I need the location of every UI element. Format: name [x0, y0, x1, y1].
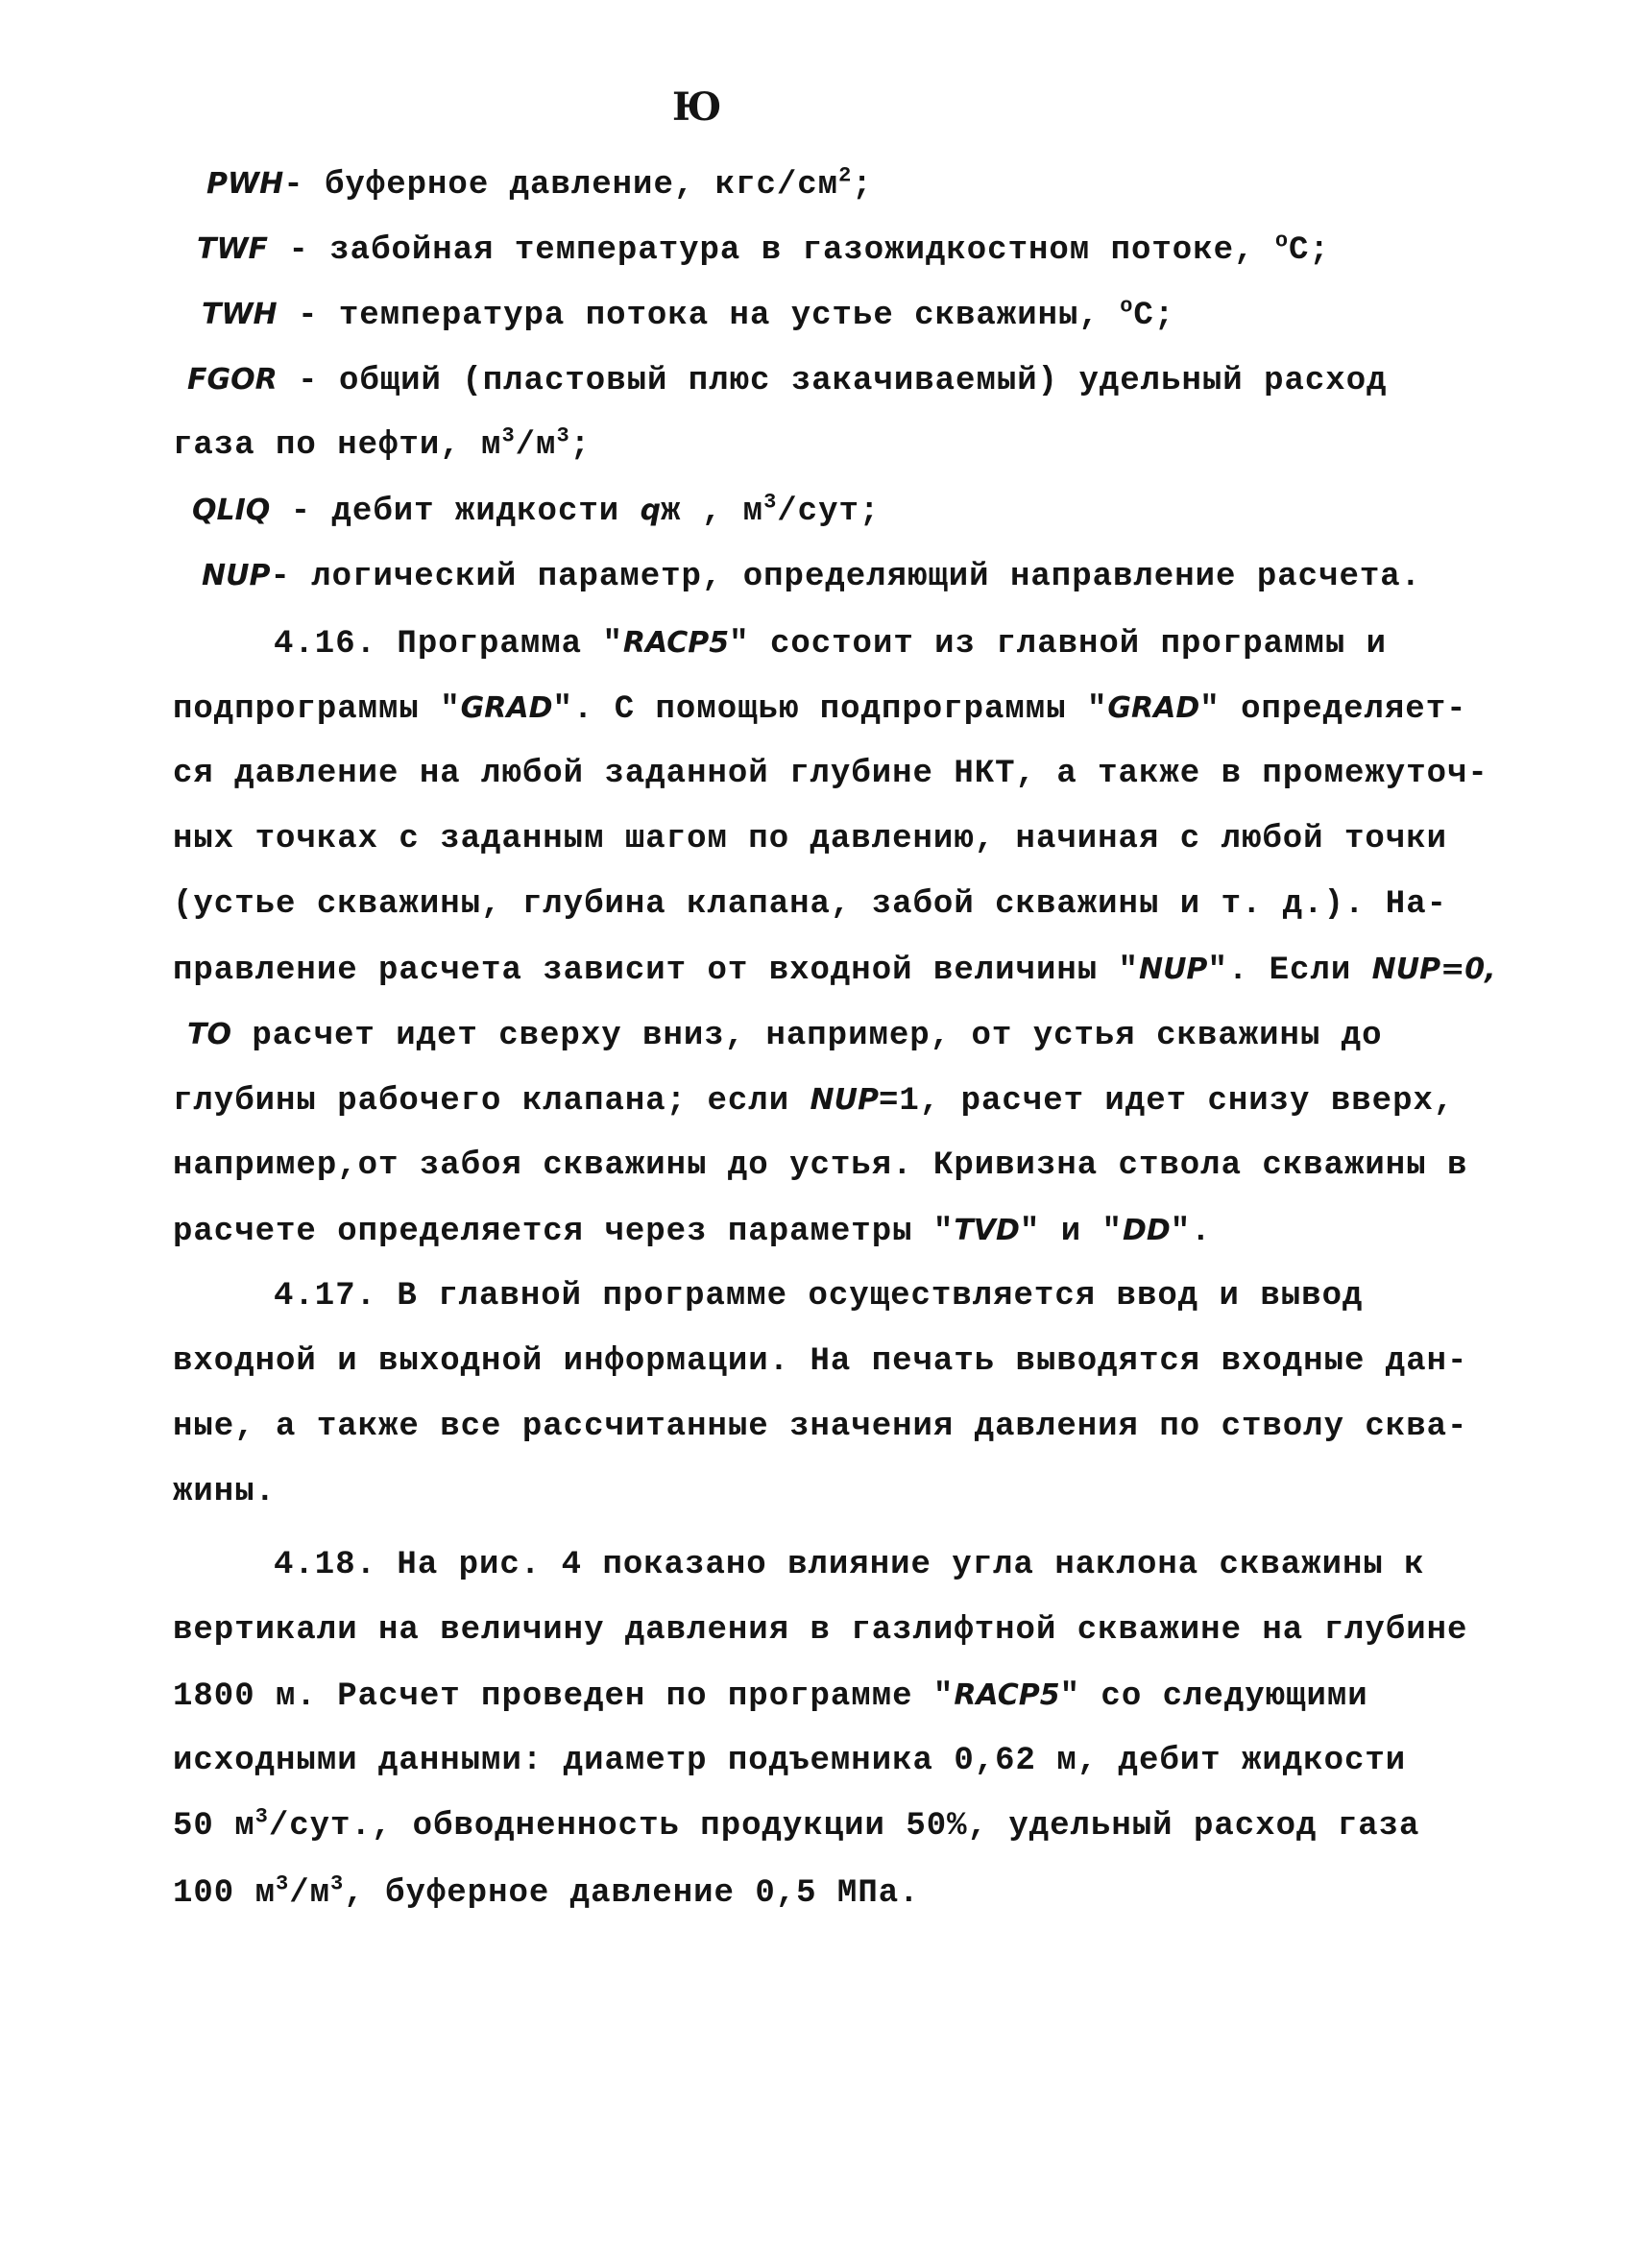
text-run: , буферное давление 0,5 МПа.: [344, 1875, 920, 1912]
handwritten-identifier: QLIQ: [192, 494, 271, 527]
handwritten-identifier: RACP5: [622, 626, 730, 660]
text-line: [173, 688, 1467, 731]
text-run: C;: [1289, 232, 1330, 269]
text-run: ".: [1170, 1214, 1212, 1250]
text-run: - общий (пластовый плюс закачиваемый) удельный расход: [277, 363, 1388, 399]
text-run: подпрограммы ": [173, 691, 461, 728]
superscript: 3: [556, 423, 570, 448]
superscript: 3: [254, 1804, 269, 1829]
text-line: [202, 294, 1174, 337]
text-run: 1800 м. Расчет проведен по программе ": [173, 1678, 955, 1715]
text-line: [173, 424, 591, 467]
text-run: /сут;: [777, 494, 881, 530]
superscript: 3: [276, 1871, 290, 1896]
text-run: ;: [569, 427, 592, 464]
text-line: [173, 1805, 1419, 1847]
text-line: [192, 490, 880, 533]
text-run: " определяет-: [1199, 691, 1467, 728]
handwritten-identifier: GRAD: [460, 691, 553, 725]
text-run: - логический параметр, определяющий направление расчета.: [270, 559, 1422, 595]
text-run: (устье скважины, глубина клапана, забой скважины и т. д.). На-: [173, 886, 1448, 923]
handwritten-identifier: DD: [1122, 1214, 1171, 1247]
text-line: [173, 883, 1447, 926]
handwritten-identifier: FGOR: [187, 363, 278, 397]
text-run: 4.17. В главной программе осуществляется ввод и вывод: [274, 1278, 1364, 1315]
handwritten-identifier: TO: [187, 1018, 231, 1051]
text-run: " состоит из главной программы и: [729, 626, 1388, 663]
handwritten-identifier: TVD: [954, 1214, 1020, 1247]
handwritten-identifier: GRAD: [1107, 691, 1200, 725]
handwritten-identifier: RACP5: [954, 1678, 1060, 1712]
text-line: [173, 1675, 1368, 1718]
text-run: /м: [515, 427, 557, 464]
text-run: расчет идет сверху вниз, например, от устья скважины до: [230, 1018, 1383, 1054]
text-line: [173, 1145, 1467, 1187]
superscript: o: [1274, 229, 1290, 253]
text-run: вертикали на величину давления в газлифтной скважине на глубине: [173, 1612, 1468, 1649]
text-line: [187, 359, 1388, 402]
text-line: [173, 1210, 1212, 1253]
superscript: 3: [763, 490, 778, 515]
text-run: 100 м: [173, 1875, 277, 1912]
superscript: o: [1120, 294, 1134, 319]
text-run: входной и выходной информации. На печать выводятся входные дан-: [173, 1343, 1468, 1380]
text-run: исходными данными: диаметр подъемника 0,62 м, дебит жидкости: [173, 1743, 1407, 1779]
text-run: 4.18. На рис. 4 показано влияние угла наклона скважины к: [274, 1547, 1425, 1583]
text-line: [206, 163, 873, 206]
text-line: [173, 1406, 1467, 1448]
text-line: [173, 1740, 1406, 1782]
text-run: - забойная температура в газожидкостном потоке,: [268, 232, 1275, 269]
superscript: 2: [838, 163, 853, 188]
text-run: 4.16. Программа ": [274, 626, 623, 663]
text-line: [274, 1544, 1425, 1586]
text-run: ж , м: [661, 494, 764, 530]
text-run: =1, расчет идет снизу вверх,: [878, 1083, 1455, 1120]
handwritten-identifier: q: [640, 494, 662, 527]
text-line: [173, 949, 1496, 992]
text-run: ся давление на любой заданной глубине НКТ, а также в промежуточ-: [173, 756, 1488, 792]
text-line: [173, 1471, 276, 1513]
text-line: [274, 622, 1387, 665]
text-line: [274, 1275, 1363, 1317]
text-line: [173, 1079, 1454, 1122]
text-run: - температура потока на устье скважины,: [277, 298, 1121, 334]
page-number: Ю: [672, 84, 722, 130]
text-run: ные, а также все рассчитанные значения давления по стволу сква-: [173, 1409, 1468, 1445]
handwritten-identifier: NUP=0,: [1371, 953, 1496, 986]
text-run: " и ": [1019, 1214, 1123, 1250]
text-line: [187, 1014, 1383, 1057]
text-run: ных точках с заданным шагом по давлению, начиная с любой точки: [173, 821, 1448, 857]
text-run: глубины рабочего клапана; если: [173, 1083, 810, 1120]
superscript: 3: [330, 1871, 345, 1896]
text-run: /м: [289, 1875, 331, 1912]
text-line: [173, 753, 1488, 795]
text-run: ;: [852, 167, 873, 204]
handwritten-identifier: NUP: [1138, 953, 1208, 986]
text-run: - буферное давление, кгс/см: [283, 167, 839, 204]
text-run: ". Если: [1207, 953, 1372, 989]
text-run: C;: [1133, 298, 1175, 334]
handwritten-identifier: NUP: [810, 1083, 879, 1117]
text-run: " со следующими: [1059, 1678, 1368, 1715]
text-run: расчете определяется через параметры ": [173, 1214, 955, 1250]
text-run: жины.: [173, 1474, 277, 1510]
text-run: ". С помощью подпрограммы ": [552, 691, 1108, 728]
text-line: [173, 1609, 1467, 1652]
text-run: 50 м: [173, 1808, 255, 1845]
text-run: - дебит жидкости: [270, 494, 641, 530]
handwritten-identifier: PWH: [206, 167, 284, 201]
text-run: правление расчета зависит от входной величины ": [173, 953, 1139, 989]
text-line: [197, 229, 1330, 272]
text-line: [173, 1872, 920, 1915]
handwritten-identifier: TWH: [202, 298, 278, 331]
text-run: например,от забоя скважины до устья. Кривизна ствола скважины в: [173, 1147, 1468, 1184]
text-line: [173, 818, 1447, 860]
text-line: [173, 1340, 1467, 1383]
handwritten-identifier: TWF: [197, 232, 269, 266]
text-run: /сут., обводненность продукции 50%, удельный расход газа: [268, 1808, 1420, 1845]
text-run: газа по нефти, м: [173, 427, 502, 464]
handwritten-identifier: NUP: [202, 559, 271, 592]
superscript: 3: [501, 423, 516, 448]
text-line: [202, 555, 1421, 598]
